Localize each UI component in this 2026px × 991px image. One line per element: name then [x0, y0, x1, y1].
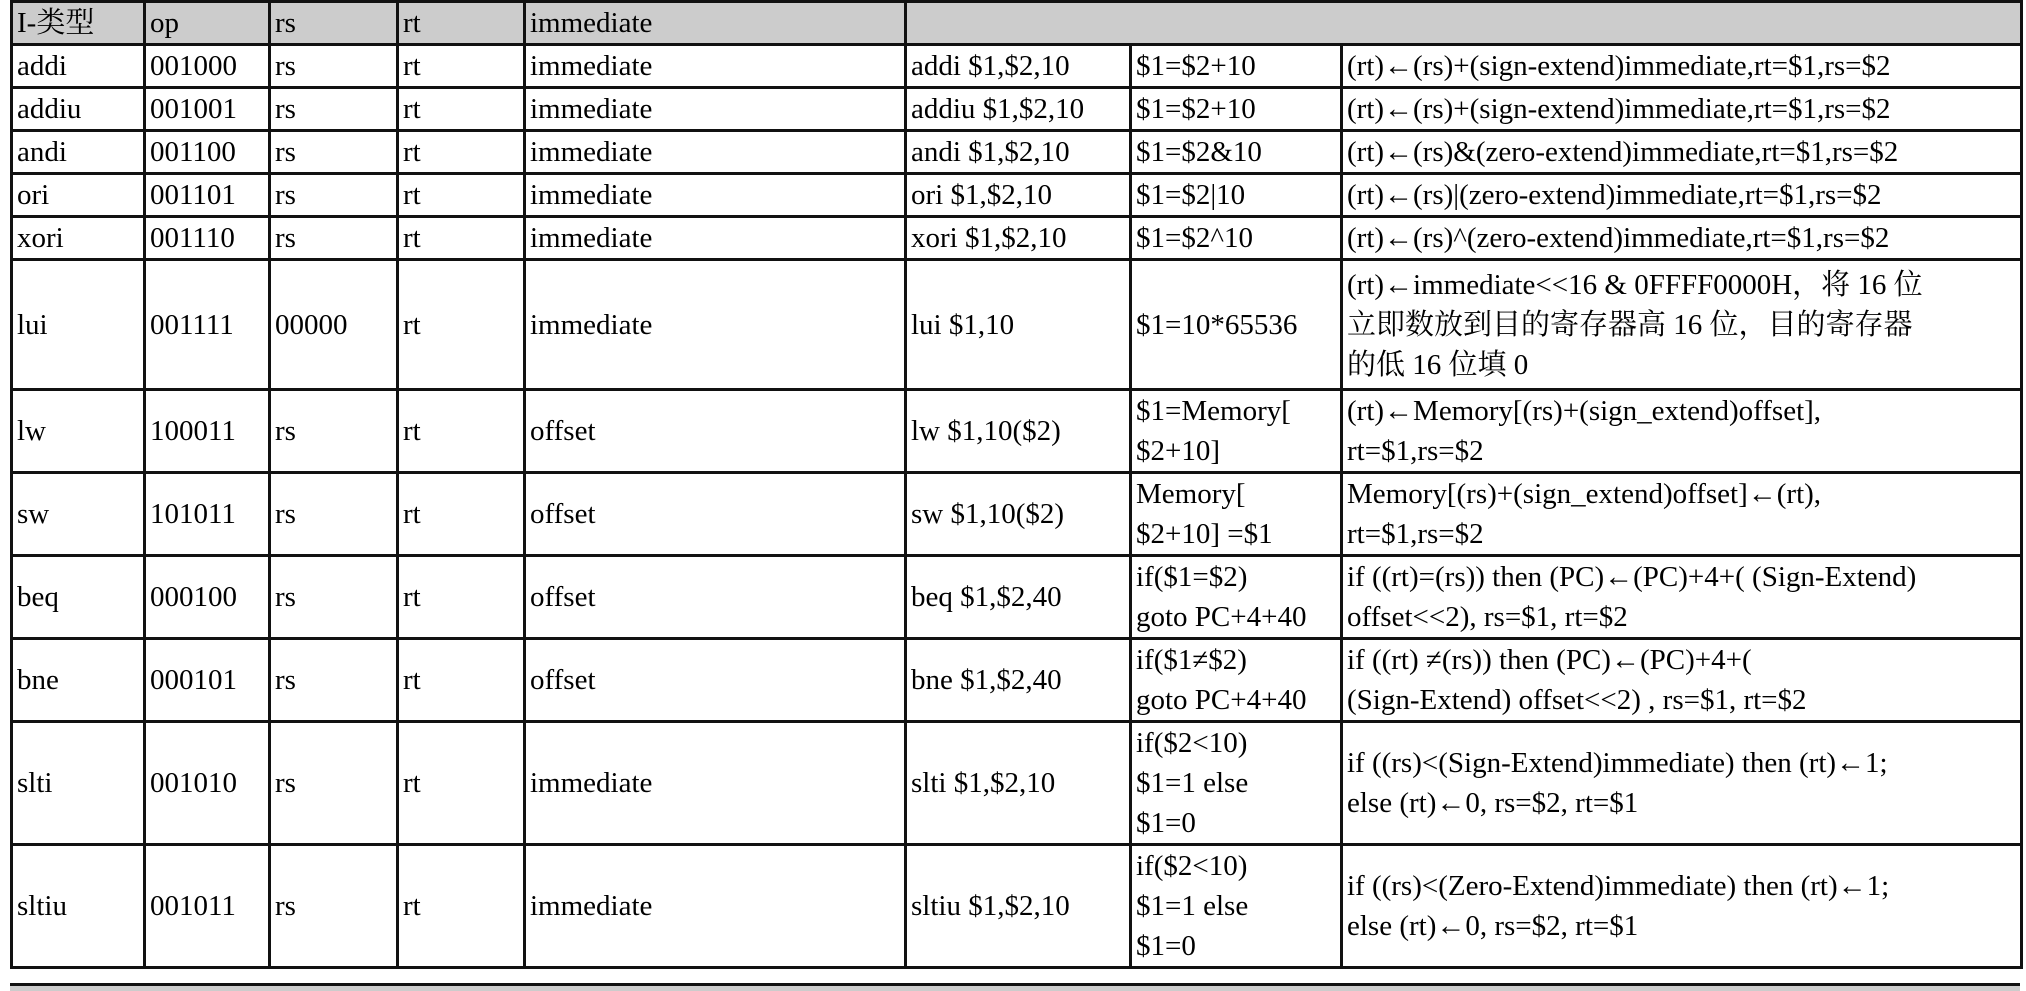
- table-row: [12, 639, 2022, 722]
- cell-imm: immediate: [525, 45, 906, 88]
- cell-imm: immediate: [525, 260, 906, 390]
- cell-rt: rt: [398, 88, 525, 131]
- cell-meaning: $1=Memory[ $2+10]: [1131, 390, 1342, 473]
- cell-example: ori $1,$2,10: [906, 174, 1131, 217]
- cell-rs: rs: [270, 45, 398, 88]
- cell-op: 001011: [145, 845, 270, 968]
- cell-desc: if ((rs)<(Sign-Extend)immediate) then (rt)←1; else (rt)←0, rs=$2, rt=$1: [1342, 722, 2022, 845]
- cell-imm: immediate: [525, 722, 906, 845]
- header-rt: rt: [398, 2, 525, 45]
- cell-op: 100011: [145, 390, 270, 473]
- cell-meaning: $1=$2+10: [1131, 45, 1342, 88]
- cell-rt: rt: [398, 722, 525, 845]
- cell-op: 001000: [145, 45, 270, 88]
- cell-desc: if ((rt)=(rs)) then (PC)←(PC)+4+( (Sign-Extend) offset<<2), rs=$1, rt=$2: [1342, 556, 2022, 639]
- cell-name: ori: [12, 174, 145, 217]
- cell-imm: offset: [525, 473, 906, 556]
- cell-name: addiu: [12, 88, 145, 131]
- cell-rs: rs: [270, 390, 398, 473]
- cell-example: sltiu $1,$2,10: [906, 845, 1131, 968]
- cell-meaning: if($2<10) $1=1 else $1=0: [1131, 722, 1342, 845]
- cell-rt: rt: [398, 639, 525, 722]
- cell-imm: offset: [525, 556, 906, 639]
- cell-op: 001111: [145, 260, 270, 390]
- cell-name: sltiu: [12, 845, 145, 968]
- cell-op: 000100: [145, 556, 270, 639]
- cell-op: 001010: [145, 722, 270, 845]
- cell-rs: rs: [270, 639, 398, 722]
- table-row: [12, 217, 2022, 260]
- cell-meaning: $1=$2^10: [1131, 217, 1342, 260]
- cell-rs: 00000: [270, 260, 398, 390]
- cell-meaning: $1=$2|10: [1131, 174, 1342, 217]
- cell-rt: rt: [398, 45, 525, 88]
- cell-op: 001101: [145, 174, 270, 217]
- cell-example: xori $1,$2,10: [906, 217, 1131, 260]
- cell-example: lui $1,10: [906, 260, 1131, 390]
- cell-example: lw $1,10($2): [906, 390, 1131, 473]
- cell-name: lui: [12, 260, 145, 390]
- cell-desc: Memory[(rs)+(sign_extend)offset]←(rt), rt=$1,rs=$2: [1342, 473, 2022, 556]
- cell-desc: (rt)←(rs)^(zero-extend)immediate,rt=$1,rs=$2: [1342, 217, 2022, 260]
- header-op: op: [145, 2, 270, 45]
- table-row: [12, 131, 2022, 174]
- cell-example: andi $1,$2,10: [906, 131, 1131, 174]
- cell-op: 001110: [145, 217, 270, 260]
- cell-op: 000101: [145, 639, 270, 722]
- table-row: [12, 845, 2022, 968]
- cell-imm: immediate: [525, 88, 906, 131]
- header-row: [12, 2, 2022, 45]
- cell-imm: offset: [525, 390, 906, 473]
- cell-desc: (rt)←(rs)|(zero-extend)immediate,rt=$1,rs=$2: [1342, 174, 2022, 217]
- table-row: [12, 88, 2022, 131]
- cell-name: lw: [12, 390, 145, 473]
- table-row: [12, 45, 2022, 88]
- cell-rt: rt: [398, 131, 525, 174]
- header-type: I-类型: [12, 2, 145, 45]
- cell-imm: immediate: [525, 131, 906, 174]
- cell-op: 101011: [145, 473, 270, 556]
- cell-imm: immediate: [525, 217, 906, 260]
- table-row: [12, 174, 2022, 217]
- cell-desc: (rt)←(rs)+(sign-extend)immediate,rt=$1,rs=$2: [1342, 88, 2022, 131]
- table-row: [12, 556, 2022, 639]
- cell-desc: (rt)←(rs)+(sign-extend)immediate,rt=$1,rs=$2: [1342, 45, 2022, 88]
- cell-rt: rt: [398, 473, 525, 556]
- header-rs: rs: [270, 2, 398, 45]
- header-blank: [906, 2, 2022, 45]
- table-row: [12, 390, 2022, 473]
- next-row-header-strip: [10, 983, 2020, 991]
- cell-rs: rs: [270, 722, 398, 845]
- cell-desc: (rt)←Memory[(rs)+(sign_extend)offset], rt=$1,rs=$2: [1342, 390, 2022, 473]
- cell-rs: rs: [270, 217, 398, 260]
- cell-rt: rt: [398, 174, 525, 217]
- cell-imm: immediate: [525, 174, 906, 217]
- cell-example: sw $1,10($2): [906, 473, 1131, 556]
- cell-desc: if ((rt) ≠(rs)) then (PC)←(PC)+4+( (Sign-Extend) offset<<2) , rs=$1, rt=$2: [1342, 639, 2022, 722]
- cell-rs: rs: [270, 174, 398, 217]
- cell-desc: if ((rs)<(Zero-Extend)immediate) then (rt)←1; else (rt)←0, rs=$2, rt=$1: [1342, 845, 2022, 968]
- cell-meaning: $1=$2+10: [1131, 88, 1342, 131]
- table-row: [12, 722, 2022, 845]
- cell-rt: rt: [398, 845, 525, 968]
- cell-name: addi: [12, 45, 145, 88]
- cell-example: slti $1,$2,10: [906, 722, 1131, 845]
- cell-op: 001001: [145, 88, 270, 131]
- cell-meaning: if($2<10) $1=1 else $1=0: [1131, 845, 1342, 968]
- cell-imm: offset: [525, 639, 906, 722]
- cell-example: bne $1,$2,40: [906, 639, 1131, 722]
- cell-rs: rs: [270, 131, 398, 174]
- cell-name: sw: [12, 473, 145, 556]
- cell-rs: rs: [270, 88, 398, 131]
- cell-rt: rt: [398, 217, 525, 260]
- cell-name: andi: [12, 131, 145, 174]
- table-row: [12, 260, 2022, 390]
- cell-rs: rs: [270, 845, 398, 968]
- cell-name: xori: [12, 217, 145, 260]
- table-row: [12, 473, 2022, 556]
- cell-example: addiu $1,$2,10: [906, 88, 1131, 131]
- header-immediate: immediate: [525, 2, 906, 45]
- cell-name: beq: [12, 556, 145, 639]
- cell-rt: rt: [398, 390, 525, 473]
- cell-name: slti: [12, 722, 145, 845]
- cell-op: 001100: [145, 131, 270, 174]
- cell-meaning: if($1≠$2) goto PC+4+40: [1131, 639, 1342, 722]
- cell-example: beq $1,$2,40: [906, 556, 1131, 639]
- cell-imm: immediate: [525, 845, 906, 968]
- cell-meaning: if($1=$2) goto PC+4+40: [1131, 556, 1342, 639]
- cell-rt: rt: [398, 556, 525, 639]
- cell-rs: rs: [270, 473, 398, 556]
- cell-meaning: Memory[ $2+10] =$1: [1131, 473, 1342, 556]
- cell-name: bne: [12, 639, 145, 722]
- i-type-instruction-table: [10, 0, 2023, 969]
- cell-example: addi $1,$2,10: [906, 45, 1131, 88]
- cell-rs: rs: [270, 556, 398, 639]
- cell-desc: (rt)←immediate<<16 & 0FFFF0000H，将 16 位 立即数放到目的寄存器高 16 位，目的寄存器 的低 16 位填 0: [1342, 260, 2022, 390]
- cell-rt: rt: [398, 260, 525, 390]
- cell-meaning: $1=10*65536: [1131, 260, 1342, 390]
- cell-meaning: $1=$2&10: [1131, 131, 1342, 174]
- cell-desc: (rt)←(rs)&(zero-extend)immediate,rt=$1,rs=$2: [1342, 131, 2022, 174]
